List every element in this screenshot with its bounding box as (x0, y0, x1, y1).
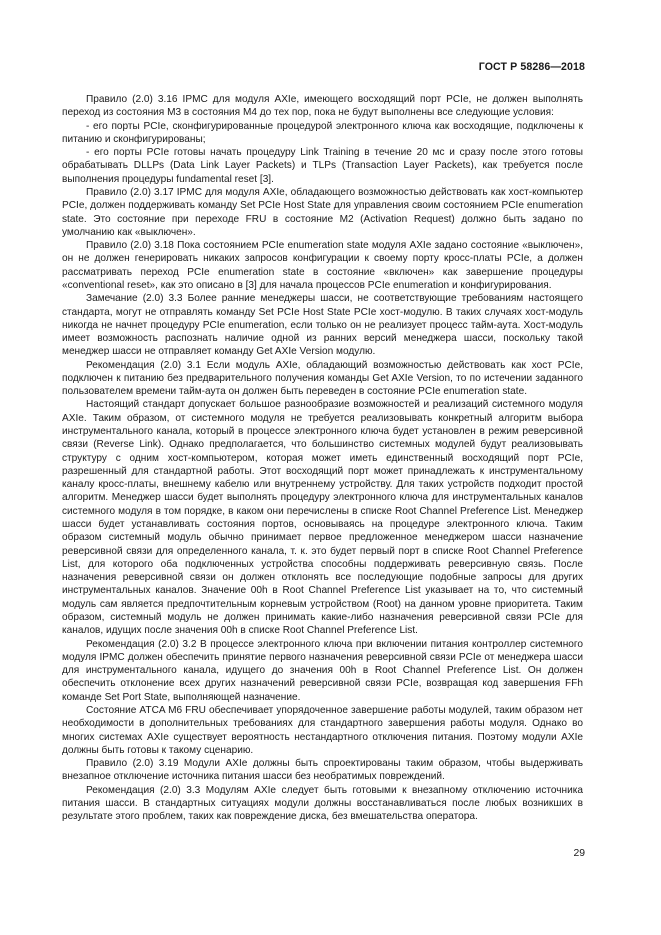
paragraph-rule-3-19: Правило (2.0) 3.19 Модули AXIe должны быть спроектированы таким образом, чтобы выдерживать внезапное отключение источника питания шасси без необратимых повреждений. (62, 758, 583, 783)
paragraph-system-module: Настоящий стандарт допускает большое разнообразие возможностей и реализаций системного модуля AXIe. Таким образом, от системного модуля не требуется реализовывать конкретный алгоритм выбора инструментального канала, который в процессе электронного ключа будет установлен в режим реверсивной связи (Reverse Link). Однако предполагается, что большинство системных модулей будут реализовывать структуру с одним хост-компьютером, которая может иметь единственный восходящий порт PCIe, разрешенный для стандартной работы. Этот восходящий порт может принадлежать к инструментальному каналу кросс-платы, внешнему кабелю или внутреннему устройству. Для таких устройств подходит простой алгоритм. Менеджер шасси будет выполнять процедуру электронного ключа для инструментальных каналов системного модуля в том порядке, в каком они перечислены в списке Root Channel Preference List. Менеджер шасси будет устанавливать состояния портов, основываясь на процедуре электронного ключа. Таким образом системный модуль обычно принимает первое предложенное менеджером шасси назначение реверсивной связи для определенного канала, т. к. это будет первый порт в списке Root Channel Preference List, для которого оба подключенных устройства способны поддерживать реверсивную связь. После назначения реверсивной связи он должен отклонять все последующие подобные запросы для других инструментальных каналов. Значение 00h в Root Channel Preference List указывает на то, что системный модуль сам является предпочтительным корневым устройством (Root) на данном уровне приоритета. Таким образом, системный модуль не должен принимать какие-либо назначения реверсивной связи PCIe для каналов, идущих после значения 00h в списке Root Channel Preference List. (62, 399, 583, 637)
paragraph-atca-m6: Состояние ATCA M6 FRU обеспечивает упорядоченное завершение работы модулей, таким образом нет необходимости в дополнительных требованиях для стандартного завершения работы модуля. Однако во многих системах AXIe существует вероятность нестандартного отключения питания. Поэтому модули AXIe должны быть готовы к такому сценарию. (62, 704, 583, 756)
paragraph-recommendation-3-2: Рекомендация (2.0) 3.2 В процессе электронного ключа при включении питания контроллер системного модуля IPMC должен обеспечить принятие первого назначения реверсивной связи PCIe от менеджера шасси для инструментального канала, идущего до значения 00h в Root Channel Preference List. Он должен обеспечить отклонение всех других назначений реверсивной связи PCIe, возвращая код завершения FFh команде Set Port State, выполняющей назначение. (62, 638, 583, 703)
paragraph-rule-3-16: Правило (2.0) 3.16 IPMC для модуля AXIe, имеющего восходящий порт PCIe, не должен выполнять переход из состояния M3 в состояния M4 до тех пор, пока не будут выполнены все следующие условия: (62, 94, 583, 119)
page-number: 29 (573, 848, 585, 859)
page-body (62, 93, 583, 823)
paragraph-recommendation-3-3: Рекомендация (2.0) 3.3 Модулям AXIe следует быть готовыми к внезапному отключению источника питания шасси. В стандартных ситуациях модули должны восстанавливаться после любых возникших в результате этого проблем, таких как повреждение диска, без вмешательства оператора. (62, 784, 583, 823)
paragraph-rule-3-17: Правило (2.0) 3.17 IPMC для модуля AXIe, обладающего возможностью действовать как хост-компьютер PCIe, должен поддерживать команду Set PCIe Host State для управления своим состоянием PCIe enumeration state. Это состояние при переходе FRU в состояние M2 (Activation Request) должно быть задано по умолчанию как «выключен». (62, 186, 583, 238)
paragraph-rule-3-16-item-2: - его порты PCIe готовы начать процедуру Link Training в течение 20 мс и сразу после этого готовы обрабатывать DLLPs (Data Link Layer Packets) и TLPs (Transaction Layer Packets), как требуется после выполнения процедуры fundamental reset [3]. (62, 147, 583, 185)
paragraph-rule-3-16-item-1: - его порты PCIe, сконфигурированные процедурой электронного ключа как восходящие, подключены к питанию и сконфигурированы; (62, 120, 583, 145)
document-header: ГОСТ Р 58286—2018 (478, 61, 585, 73)
paragraph-recommendation-3-1: Рекомендация (2.0) 3.1 Если модуль AXIe, обладающий возможностью действовать как хост PCIe, подключен к питанию без предварительного получения команды Get AXIe Version, то по истечении заданного пользователем времени тайм-аута он должен быть переведен в состояние PCIe enumeration state. (62, 359, 583, 398)
paragraph-rule-3-18: Правило (2.0) 3.18 Пока состоянием PCIe enumeration state модуля AXIe задано состояние «выключен», он не должен генерировать никаких запросов конфигурации к своему порту кросс-платы PCIe, а должен рассматривать переход PCIe enumeration state в состояние «включен» как завершение процедуры «conventional reset», как это описано в [3] для начала процессов PCIe enumeration и конфигурирования. (62, 240, 583, 291)
paragraph-note-3-3: Замечание (2.0) 3.3 Более ранние менеджеры шасси, не соответствующие требованиям настоящего стандарта, могут не отправлять команду Set PCIe Host State PCIe хост-модулю. В таких случаях хост-модуль никогда не начнет процедуру PCIe enumeration, если только он не реализует процесс тайм-аута. Хост-модуль имеет возможность распознать наличие одной из ранних версий менеджера шасси, поскольку такой менеджер шасси не отправляет команду Get AXIe Version модулю. (62, 293, 583, 358)
